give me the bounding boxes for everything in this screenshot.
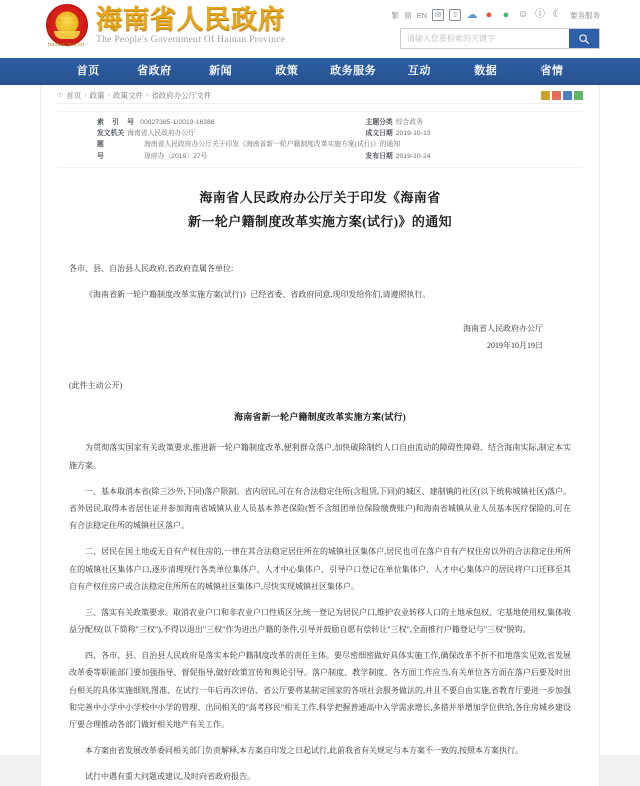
nav-item-services[interactable]: 政务服务 — [330, 65, 377, 77]
document-paragraph: 本方案由省发展改革委同相关部门负责解释,本方案自印发之日起试行,此前我省有关规定与本方案不一致的,按照本方案执行。 — [85, 746, 523, 756]
nav-item-policy[interactable]: 政策 — [275, 65, 299, 77]
page-title — [155, 186, 485, 234]
wechat-share-icon[interactable] — [574, 91, 583, 100]
breadcrumb-separator: › — [145, 91, 149, 99]
document-paragraph: 四、各市、县、自治县人民政府是落实本轮户籍制度改革的责任主体。要尽密细密做好具体实施工作,确保改革不折不扣地落实见效,省发展改革委等职能部门要加强指导、督促指导,做好政策宣传和舆论引导。落户制度、教学制度、各方面工作应当,有关单位各方面在落户后要及时出台相关的具体实施细则,图准、在试行一年后再次评估、省公厅要将某制定国家的各项社会服务做法的,并且不要自由实施,省教育厅要进一步加强和完善中小学中小学校中小学的管理、出同相关的"高考移民"相关工作,科学把握普通高中入学需求增长,多措并举增加学位供给,各住房城乡建设厅要合理推动各部门做好相关地产有关工作。 — [69, 651, 571, 730]
document-addressee: 各市、县、自治县人民政府,省政府直属各单位: — [69, 263, 234, 273]
nav-item-interaction[interactable]: 互动 — [407, 65, 431, 77]
metadata-key: 索 引 号 — [97, 119, 138, 126]
share-bar — [541, 91, 583, 100]
document-metadata — [57, 111, 583, 168]
publish-note: (此件主动公开) — [69, 380, 123, 390]
home-icon: ☉ — [57, 92, 64, 99]
breadcrumb-item-office-docs[interactable]: 省政府办公厅文件 — [151, 90, 212, 100]
metadata-subject-category — [352, 117, 583, 128]
metadata-value: 综合政务 — [395, 119, 423, 126]
site-brand[interactable] — [46, 4, 285, 46]
lang-simplified[interactable]: 簡 — [404, 10, 412, 20]
metadata-value: 2019-10-24 — [395, 152, 431, 160]
metadata-issuing-agency — [57, 128, 352, 139]
document-title-line-1: 海南省人民政府办公厅关于印发《海南省 — [199, 189, 441, 205]
metadata-publish-date — [352, 151, 583, 162]
document-paragraph: 为贯彻落实国家有关政策要求,推进新一轮户籍制度改革,便利群众落户,加快破除制约人口自由流动的障碍性障碍、结合海南实际,制定本实施方案。 — [69, 443, 571, 470]
document-sub-title: 海南省新一轮户籍制度改革实施方案(试行) — [234, 412, 406, 423]
metadata-title — [57, 139, 583, 150]
metadata-key: 发布日期 — [365, 152, 393, 160]
document-text — [69, 260, 571, 786]
metadata-value: 琼府办〔2019〕27号 — [144, 152, 208, 160]
document-paragraph: 二、居民在国土地或无自有产权住房的,一律在其合法稳定居住所在的城镇社区集体户,居民也可在落户自有产权住房以外的合法稳定住所所在的城镇社区集体户口,逐步清理现行各类单位集体户、人才中心集体户、引导户口登记在单位集体户、人才中心集体户的居民将户口迁移至其自有产权住房户或合法稳定住所所在的城镇社区集体户,尽快实现城镇社区集体户。 — [69, 547, 571, 591]
brand-title-en: The People's Government Of Hainan Province — [96, 35, 286, 46]
metadata-key: 发文机关 — [97, 130, 125, 138]
nav-item-province[interactable]: 省情 — [540, 65, 564, 77]
metadata-document-number — [57, 151, 352, 162]
signature-agency: 海南省人民政府办公厅 — [463, 324, 543, 334]
breadcrumb — [57, 90, 211, 101]
nav-item-government[interactable]: 省政府 — [137, 65, 172, 77]
document-paragraph: 三、落实有关政策要求。取消农业户口和非农业户口性质区分,统一登记为居民户口,维护农业转移人口的土地承包权、宅基地使用权,集体收益分配权(以下简称"三权"),不得以退出"三权"作为进出户籍的条件,引导并鼓励自愿有偿转让"三权",全面推行户籍登记与"三权"脱钩。 — [69, 607, 571, 635]
wechat-icon[interactable]: ● — [502, 8, 510, 21]
brand-text — [96, 5, 285, 45]
lang-english[interactable]: EN — [416, 10, 427, 20]
alarm-icon[interactable]: ● — [485, 8, 493, 21]
metadata-value: 2019-10-13 — [395, 130, 431, 138]
content-sheet — [40, 85, 600, 786]
search-button[interactable] — [569, 29, 599, 48]
metadata-completion-date — [352, 128, 583, 139]
main-navigation — [0, 58, 640, 85]
document-signature-block — [69, 321, 571, 355]
metadata-key: 题 — [97, 141, 104, 149]
brand-title-cn: 海南省人民政府 — [96, 3, 286, 34]
document-title-line-2: 新一轮户籍制度改革实施方案(试行)》的通知 — [187, 213, 453, 229]
breadcrumb-separator: › — [107, 91, 110, 99]
mobile-icon[interactable]: ▯ — [449, 9, 461, 21]
user-icon[interactable]: ☺ — [517, 9, 529, 20]
weibo-share-icon[interactable] — [541, 91, 550, 100]
search-input[interactable] — [401, 29, 569, 48]
breadcrumb-item-home[interactable]: 首页 — [66, 90, 82, 100]
qzone-share-icon[interactable] — [563, 91, 572, 100]
nav-item-news[interactable]: 新闻 — [209, 65, 233, 77]
renren-share-icon[interactable] — [552, 91, 561, 100]
breadcrumb-item-policy-docs[interactable]: 政策文件 — [112, 90, 143, 100]
metadata-row — [57, 151, 583, 162]
metadata-row — [57, 128, 583, 139]
metadata-value: 海南省人民政府办公厅 — [127, 130, 196, 138]
breadcrumb-item-policy[interactable]: 政策 — [89, 90, 105, 100]
search-icon — [578, 33, 590, 45]
night-mode-icon[interactable]: ☾ — [552, 9, 562, 20]
metadata-value: 海南省人民政府办公厅关于印发《海南省新一轮户籍制度改革实施方案(试行)》的通知 — [144, 141, 401, 149]
metadata-row — [57, 139, 583, 150]
document-body — [57, 168, 583, 786]
brand-url: hainan.gov.cn — [48, 42, 85, 48]
metadata-key: 主题分类 — [365, 119, 393, 126]
help-icon[interactable]: ⓘ — [535, 9, 545, 20]
site-header — [0, 0, 640, 58]
service-label[interactable]: 要务服务 — [570, 10, 600, 20]
metadata-value: 00827385-1/2019-16388 — [140, 119, 215, 126]
national-emblem-icon — [46, 4, 88, 46]
document-paragraph: 试行中遇有重大问题或建议,及时向省政府报告。 — [85, 772, 255, 782]
metadata-row — [57, 117, 583, 128]
breadcrumb-separator: › — [84, 91, 87, 99]
lang-traditional[interactable]: 繁 — [391, 10, 400, 20]
cloud-icon[interactable]: ☁ — [466, 8, 478, 21]
signature-date: 2019年10月19日 — [487, 341, 543, 351]
utility-toolbar — [392, 9, 600, 21]
metadata-index-number — [57, 117, 352, 128]
nav-item-home[interactable]: 首页 — [76, 65, 100, 77]
metadata-key: 号 — [97, 152, 104, 160]
breadcrumb-bar — [57, 85, 583, 104]
document-intro: 《海南省新一轮户籍制度改革实施方案(试行)》已经省委、省政府同意,现印发给你们,请遵照执行。 — [85, 290, 431, 300]
mail-icon[interactable]: ✉ — [432, 9, 444, 21]
nav-item-data[interactable]: 数据 — [474, 65, 498, 77]
search-box[interactable] — [400, 28, 600, 49]
metadata-key: 成文日期 — [365, 130, 393, 138]
document-paragraph: 一、基本取消本省(除三沙外,下同)落户限制。省内居民,可在有合法稳定住所(含租赁,下同)的城区、建制镇的社区(以下统称城镇社区)落户。省外居民,取得本省居住证并参加海南省城镇从业人员基本养老保险(暂不含组团单位保险缴费账户)和海南省城镇从业人员基本医疗保险的,可在有合法稳定住所的城镇社区落户。 — [69, 486, 571, 531]
